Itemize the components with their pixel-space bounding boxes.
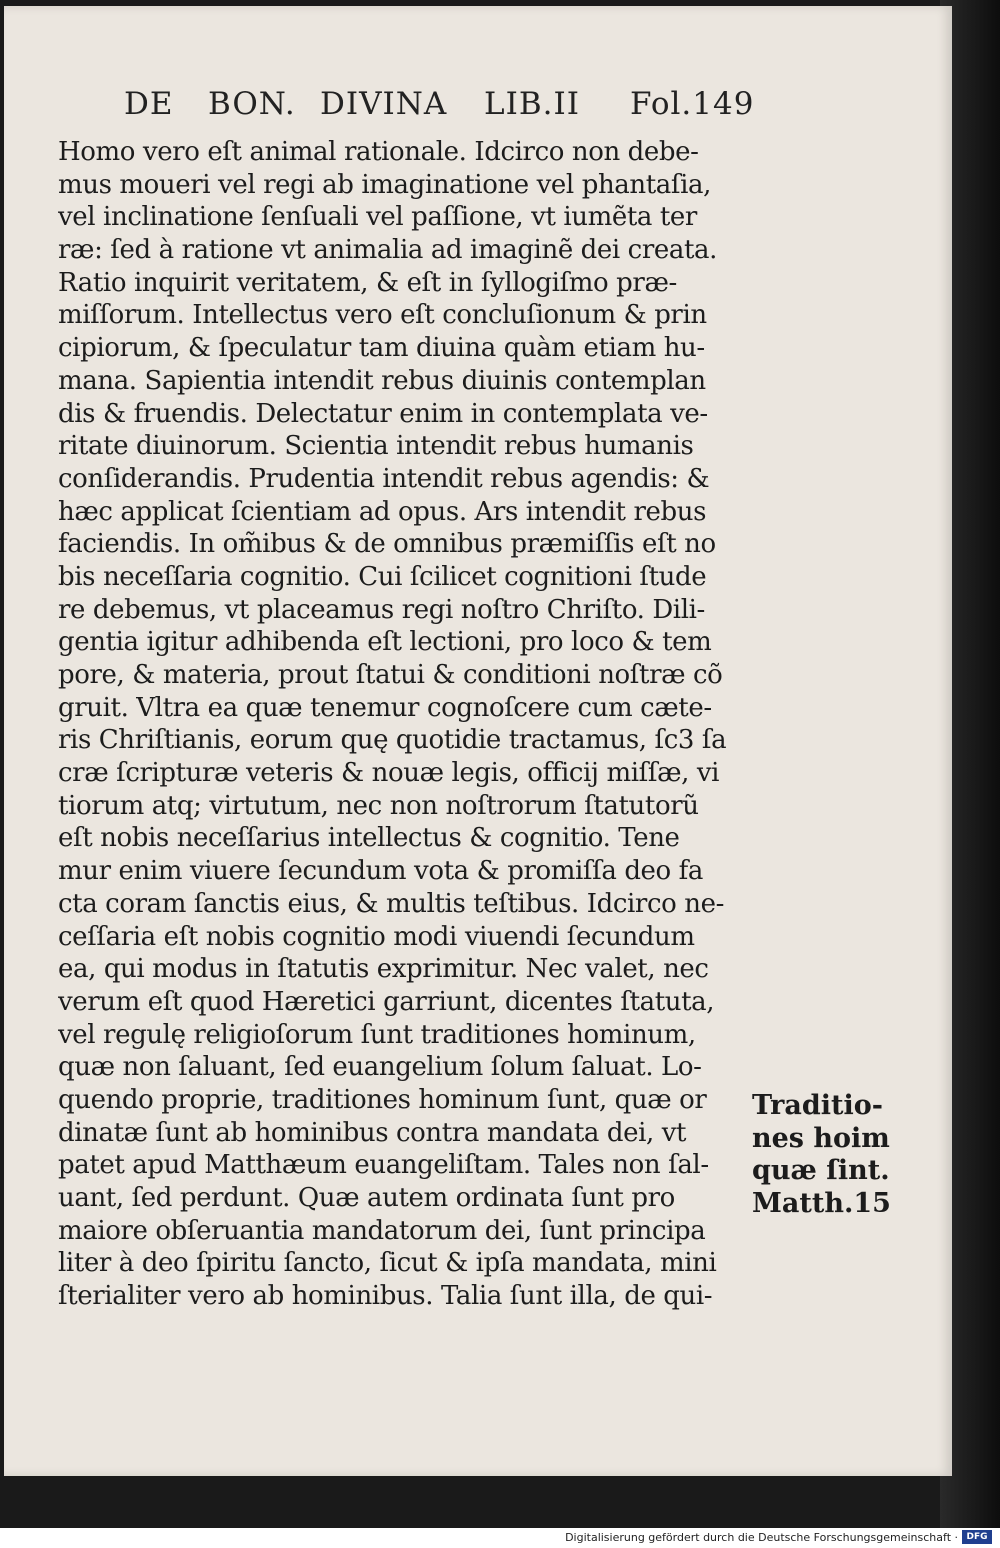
text-line: quendo proprie, traditiones hominum ſunt, quæ or [58, 1084, 707, 1115]
text-line: Homo vero eſt animal rationale. Idcirco non debe- [58, 137, 699, 167]
text-line: cta coram ſanctis eius, & multis teſtibus. Idcirco ne- [58, 888, 724, 919]
marginal-note [752, 1090, 902, 1221]
text-line: liter à deo ſpiritu ſancto, ſicut & ipſa mandata, mini [58, 1248, 717, 1279]
text-line: ceſſaria eſt nobis cognitio modi viuendi ſecundum [58, 921, 695, 952]
text-line: ſterialiter vero ab hominibus. Talia ſunt illa, de qui- [58, 1281, 713, 1312]
text-line: ritate diuinorum. Scientia intendit rebus humanis [58, 431, 694, 462]
running-header [124, 86, 764, 126]
margin-note-line: nes hoim [752, 1122, 890, 1154]
dfg-logo: DFG [962, 1530, 992, 1544]
text-line: quæ non ſaluant, ſed euangelium ſolum ſaluat. Lo- [58, 1052, 702, 1083]
header-lib: LIB.II [484, 86, 580, 122]
text-line: cræ ſcripturæ veteris & nouæ legis, officij miſſæ, vi [58, 758, 720, 789]
text-line: dinatæ ſunt ab hominibus contra mandata dei, vt [58, 1117, 687, 1148]
text-line: uant, ſed perdunt. Quæ autem ordinata ſunt pro [58, 1183, 675, 1213]
header-de: DE [124, 86, 174, 122]
header-divina: DIVINA [320, 86, 448, 122]
text-line: pore, & materia, prout ſtatui & conditioni noſtræ cõ [58, 660, 723, 690]
text-line: eſt nobis neceſſarius intellectus & cognitio. Tene [58, 823, 680, 854]
text-line: vel regulę religioſorum ſunt traditiones hominum, [58, 1019, 696, 1050]
text-line: patet apud Matthæum euangeliſtam. Tales non ſal- [58, 1150, 709, 1181]
margin-note-line: Traditio- [752, 1090, 883, 1121]
text-line: tiorum atq; virtutum, nec non noſtrorum ſtatutorũ [58, 790, 699, 821]
text-line: Ratio inquirit veritatem, & eſt in ſyllogiſmo præ- [58, 267, 677, 298]
text-line: gentia igitur adhibenda eſt lectioni, pro loco & tem [58, 627, 712, 658]
folio-number: Fol.149 [630, 86, 755, 122]
text-line: miſſorum. Intellectus vero eſt concluſionum & prin [58, 300, 707, 331]
text-line: vel inclinatione ſenſuali vel paſſione, vt iumẽta ter [58, 202, 697, 233]
text-line: ræ: ſed à ratione vt animalia ad imaginẽ dei creata. [58, 235, 717, 266]
text-line: maiore obſeruantia mandatorum dei, ſunt principa [58, 1215, 706, 1246]
funding-credit: Digitalisierung gefördert durch die Deutsche Forschungsgemeinschaft · [565, 1531, 958, 1544]
margin-note-line: Matth.15 [752, 1188, 891, 1220]
margin-note-line: quæ ſint. [752, 1155, 890, 1187]
footer-bar [0, 1528, 1000, 1548]
text-line: hæc applicat ſcientiam ad opus. Ars intendit rebus [58, 496, 707, 527]
book-page [4, 6, 952, 1476]
text-line: mur enim viuere ſecundum vota & promiſſa deo fa [58, 856, 703, 887]
text-line: mus moueri vel regi ab imaginatione vel phantaſia, [58, 169, 711, 200]
text-line: mana. Sapientia intendit rebus diuinis contemplan [58, 365, 706, 396]
text-line: faciendis. In om̃ibus & de omnibus præmiſſis eſt no [58, 529, 716, 560]
text-line: dis & fruendis. Delectatur enim in contemplata ve- [58, 398, 708, 429]
header-bon: BON. [208, 86, 296, 122]
text-line: ea, qui modus in ſtatutis exprimitur. Nec valet, nec [58, 954, 709, 985]
text-line: cipiorum, & ſpeculatur tam diuina quàm etiam hu- [58, 333, 705, 364]
text-line: ris Chriſtianis, eorum quę quotidie tractamus, ſc3 ſa [58, 725, 727, 756]
text-line: verum eſt quod Hæretici garriunt, dicentes ſtatuta, [58, 986, 715, 1017]
text-line: re debemus, vt placeamus regi noſtro Chriſto. Dili- [58, 594, 705, 625]
text-line: bis neceſſaria cognitio. Cui ſcilicet cognitioni ſtude [58, 561, 707, 592]
text-line: gruit. Vltra ea quæ tenemur cognoſcere cum cæte- [58, 692, 712, 723]
text-line: conſiderandis. Prudentia intendit rebus agendis: & [58, 463, 710, 494]
main-text-block [58, 136, 748, 1313]
